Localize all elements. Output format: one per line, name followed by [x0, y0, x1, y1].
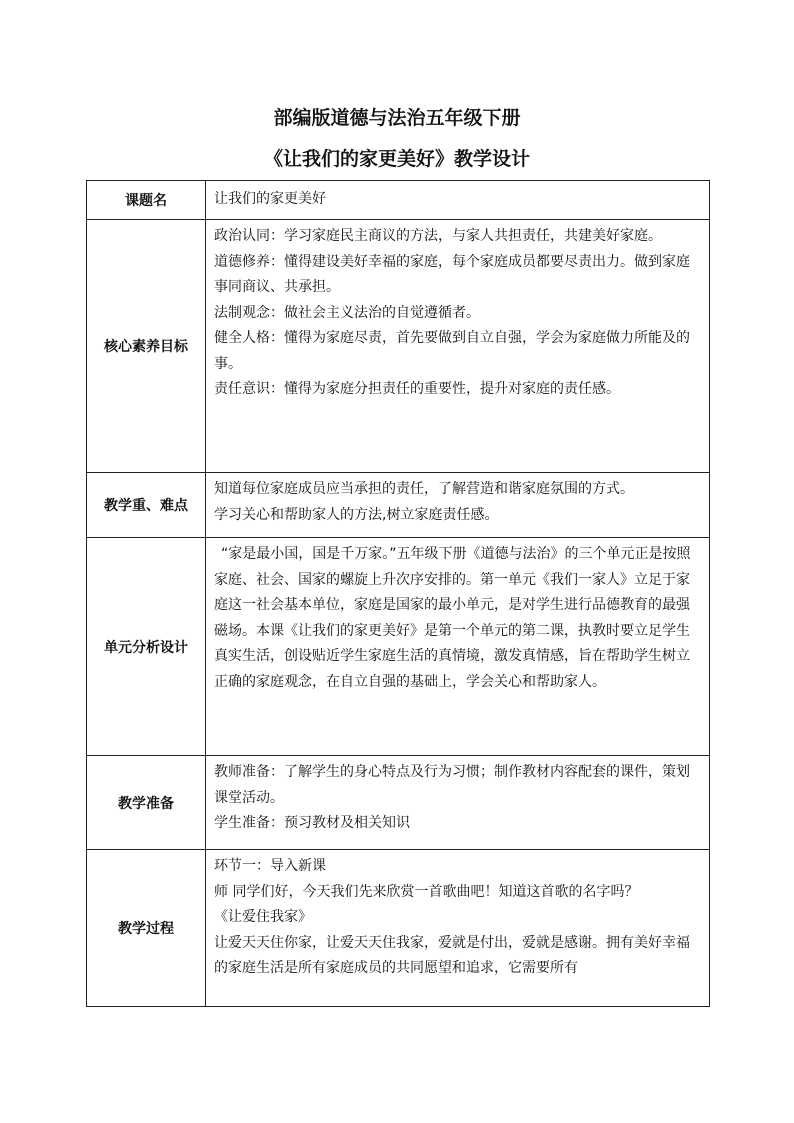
- paragraph: 环节一：导入新课: [214, 858, 326, 874]
- paragraph: 健全人格：懂得为家庭尽责，首先要做到自立自强，学会为家庭做力所能及的事。: [214, 330, 690, 372]
- row-content: [206, 473, 710, 538]
- row-label: 课题名: [87, 181, 206, 220]
- paragraph: 学生准备：预习教材及相关知识: [214, 815, 410, 831]
- row-content: [206, 538, 710, 756]
- row-label: 教学重、难点: [87, 473, 206, 538]
- row-label: 教学准备: [87, 756, 206, 850]
- paragraph: 《让爱住我家》: [214, 909, 312, 925]
- table-row-teaching-process: [87, 850, 710, 1007]
- paragraph: 政治认同：学习家庭民主商议的方法，与家人共担责任，共建美好家庭。: [214, 228, 662, 244]
- row-content: [206, 850, 710, 1007]
- row-label: 单元分析设计: [87, 538, 206, 756]
- table-row-preparation: [87, 756, 710, 850]
- table-row-topic: [87, 181, 710, 220]
- document-title-line1: 部编版道德与法治五年级下册: [273, 107, 521, 129]
- row-label: 核心素养目标: [87, 220, 206, 473]
- paragraph: 让我们的家更美好: [214, 191, 326, 208]
- paragraph: 教师准备：了解学生的身心特点及行为习惯；制作教材内容配套的课件，策划课堂活动。: [214, 764, 690, 806]
- paragraph: 道德修养：懂得建设美好幸福的家庭，每个家庭成员都要尽责出力。做到家庭事同商议、共承担。: [214, 253, 690, 295]
- row-content: [206, 756, 710, 850]
- table-row-key-points: [87, 473, 710, 538]
- table-row-core-goals: [87, 220, 710, 473]
- paragraph: 学习关心和帮助家人的方法,树立家庭责任感。: [214, 506, 499, 523]
- row-label: 教学过程: [87, 850, 206, 1007]
- paragraph: 法制观念：做社会主义法治的自觉遵循者。: [214, 304, 480, 321]
- document-title-line2: 《让我们的家更美好》教学设计: [263, 148, 530, 170]
- paragraph: 师 同学们好，今天我们先来欣赏一首歌曲吧！知道这首歌的名字吗？: [214, 883, 639, 900]
- paragraph: 让爱天天住你家，让爱天天住我家，爱就是付出，爱就是感谢。拥有美好幸福的家庭生活是所有家庭成员的共同愿望和追求，它需要所有: [214, 934, 690, 976]
- row-content: [206, 220, 710, 473]
- paragraph: 责任意识：懂得为家庭分担责任的重要性，提升对家庭的责任感。: [214, 381, 620, 397]
- row-content: [206, 181, 710, 220]
- lesson-plan-table: [86, 180, 710, 1007]
- paragraph: 知道每位家庭成员应当承担的责任，了解营造和谐家庭氛围的方式。: [214, 481, 634, 497]
- table-row-unit-analysis: [87, 538, 710, 756]
- paragraph: “家是最小国，国是千万家。”五年级下册《道德与法治》的三个单元正是按照家庭、社会、国家的螺旋上升次序安排的。第一单元《我们一家人》立足于家庭这一社会基本单位，家庭是国家的最小单元，是对学生进行品德教育的最强磁场。本课《让我们的家更美好》是第一个单元的第二课，执教时要立足学生真实生活，创设贴近学生家庭生活的真情境，激发真情感，旨在帮助学生树立正确的家庭观念，在自立自强的基础上，学会关心和帮助家人。: [214, 546, 691, 690]
